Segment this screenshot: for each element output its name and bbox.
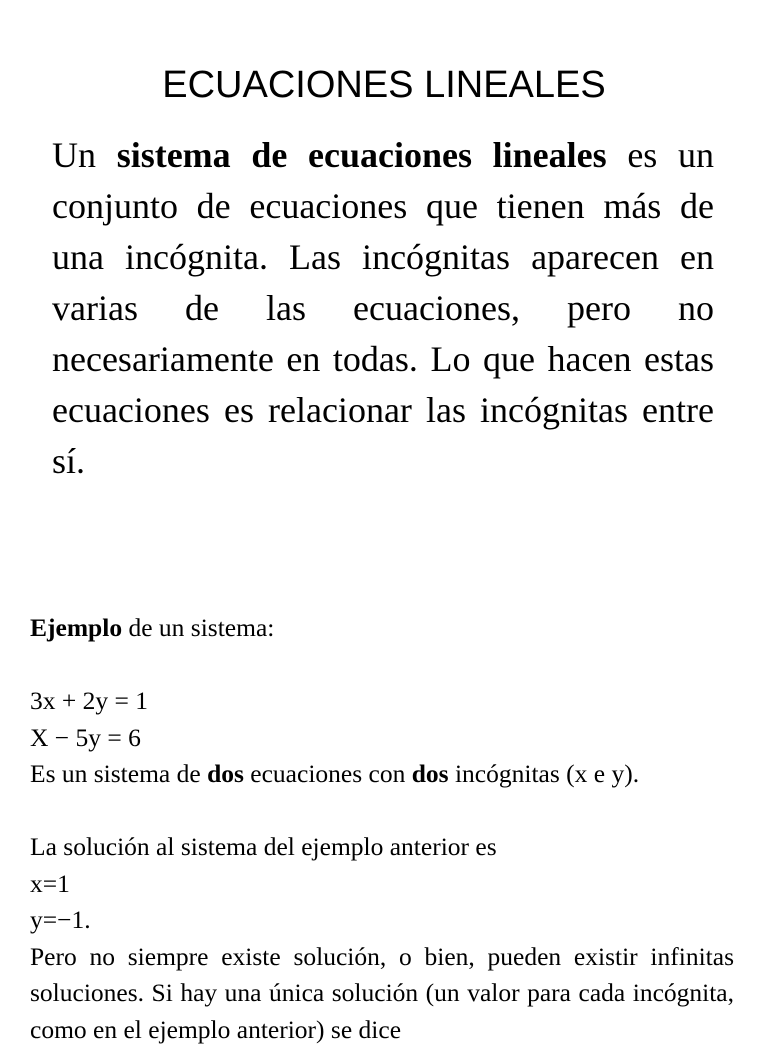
intro-rest: es un conjunto de ecuaciones que tienen más de una incógnita. Las incógnitas aparecen en varias de las ecuaciones, pero no necesariamente en todas. Lo que hacen estas ecuaciones es relacionar las incógnitas entre sí. <box>52 135 714 481</box>
solution-y: y=−1. <box>30 902 734 939</box>
description-bold: dos <box>207 759 244 788</box>
intro-lead: Un <box>52 135 117 175</box>
equation-2: X − 5y = 6 <box>30 720 734 757</box>
solution-intro: La solución al sistema del ejemplo anterior es <box>30 829 734 866</box>
spacer <box>30 647 734 684</box>
description-bold: dos <box>412 759 449 788</box>
description-text: ecuaciones con <box>244 759 412 788</box>
example-heading <box>30 610 734 647</box>
intro-term: sistema de ecuaciones lineales <box>117 135 607 175</box>
example-section <box>30 610 734 1048</box>
description-text: incógnitas (x e y). <box>449 759 640 788</box>
intro-paragraph <box>52 130 714 487</box>
page-title: ECUACIONES LINEALES <box>0 58 768 112</box>
example-description <box>30 756 734 793</box>
solution-x: x=1 <box>30 866 734 903</box>
example-heading-rest: de un sistema: <box>122 613 274 642</box>
solution-paragraph: Pero no siempre existe solución, o bien, pueden existir infinitas soluciones. Si hay una única solución (un valor para cada incógnita, como en el ejemplo anterior) se dice <box>30 939 734 1048</box>
example-heading-bold: Ejemplo <box>30 613 122 642</box>
spacer <box>30 793 734 830</box>
description-text: Es un sistema de <box>30 759 207 788</box>
equation-1: 3x + 2y = 1 <box>30 683 734 720</box>
